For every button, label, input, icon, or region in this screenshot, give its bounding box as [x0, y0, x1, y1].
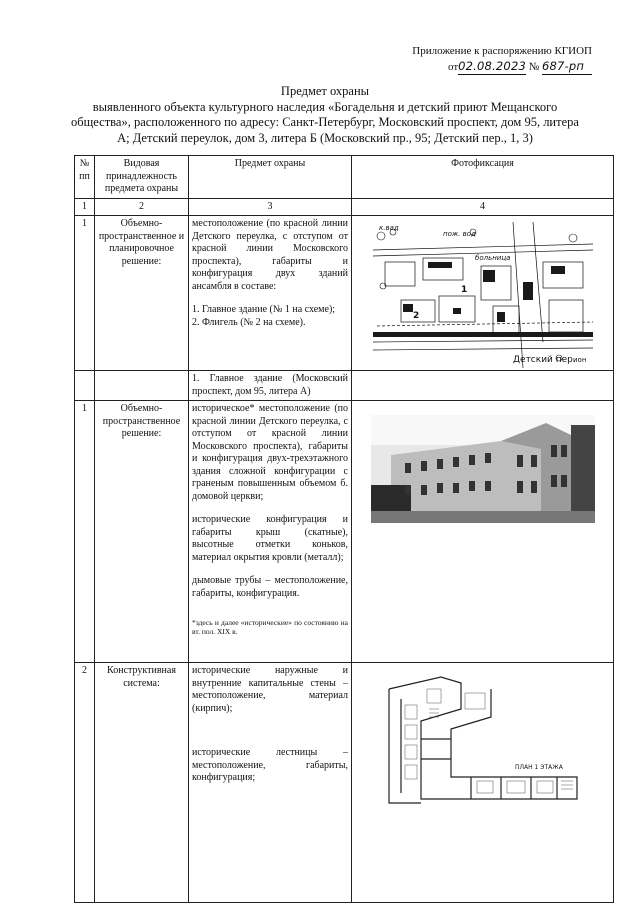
- table-row: [75, 663, 614, 903]
- row-type: Объемно-пространственное и планировочное решение:: [95, 216, 189, 371]
- date-prefix: от: [447, 61, 459, 73]
- subject-paragraph: исторические конфигурация и габариты крыш (скатные), высотные отметки коньков, материал окрытия кровли (металл);: [192, 514, 348, 563]
- subject-paragraph: местоположение (по красной линии Детского переулка, с отступом от красной линии Московского проспекта), габариты и конфигурация двух зданий ансамбля в составе:: [192, 218, 348, 292]
- col-num-4: 4: [352, 198, 614, 216]
- appendix-line: Приложение к распоряжению КГИОП: [412, 45, 592, 57]
- col-num-1: 1: [75, 198, 95, 216]
- subject-paragraph: 1. Главное здание (№ 1 на схеме); 2. Флигель (№ 2 на схеме).: [192, 304, 336, 328]
- section-title: 1. Главное здание (Московский проспект, дом 95, литера А): [189, 371, 352, 401]
- floor-plan-drawing: [381, 669, 585, 809]
- map-label-bolnitsa: больница: [474, 254, 510, 262]
- map-street-suffix: ион: [572, 356, 586, 364]
- date-value: 02.08.2023: [458, 59, 526, 73]
- footnote: *здесь и далее «исторические» по состоянию на вт. пол. XIX в.: [192, 618, 348, 636]
- row-subject: [189, 216, 352, 371]
- map-label-2: 2: [412, 311, 419, 321]
- map-street-label: Детский пер.: [512, 355, 576, 365]
- title-line1: Предмет охраны: [280, 84, 370, 98]
- row-num: 1: [75, 216, 95, 371]
- building-photo: [371, 415, 595, 523]
- map-label-1: 1: [460, 285, 467, 295]
- map-label-kvad: к.вад: [378, 224, 399, 232]
- number-prefix: №: [528, 61, 540, 73]
- row-num: 1: [75, 401, 95, 663]
- plan-label: ПЛАН 1 ЭТАЖА: [514, 764, 563, 771]
- subject-paragraph: исторические лестницы – местоположение, габариты, конфигурация;: [192, 747, 348, 783]
- row-subject: [189, 663, 352, 903]
- header-photo: Фотофиксация: [352, 156, 614, 199]
- site-plan-map: [373, 222, 593, 368]
- header-type: Видовая принадлежность предмета охраны: [95, 156, 189, 199]
- row-num: 2: [75, 663, 95, 903]
- row-type: Объемно-пространственное решение:: [95, 401, 189, 663]
- title-line2: выявленного объекта культурного наследия «Богадельня и детский приют Мещанского общества», расположенного по адресу: Санкт-Петербург, Московский проспект, дом 95, литера А; Детский переулок, дом 3, литера Б (Московский пр., 95; Детский пер., 1, 3): [71, 99, 579, 145]
- map-label-pozh: пож. вод: [442, 230, 476, 238]
- number-value: 687-рп: [542, 59, 592, 75]
- table-row: [75, 216, 614, 371]
- row-subject: [189, 401, 352, 663]
- subject-paragraph: исторические наружные и внутренние капитальные стены – местоположение, материал (кирпич);: [192, 665, 348, 714]
- table-header-row: [75, 156, 614, 199]
- col-num-3: 3: [189, 198, 352, 216]
- document-title: [70, 84, 580, 146]
- subject-paragraph: историческое* местоположение (по красной линии Детского переулка, с отступом от красной линии Московского проспекта), габариты и конфигурация двух-трехэтажного здания сложной конфигурации с граненым повышенным объемом б. домовой церкви;: [192, 403, 348, 502]
- appendix-date-number: [412, 59, 592, 75]
- column-number-row: [75, 198, 614, 216]
- building-photo-cell: [352, 401, 614, 663]
- table-row: [75, 401, 614, 663]
- subject-paragraph: дымовые трубы – местоположение, габариты, конфигурация.: [192, 575, 348, 599]
- floor-plan-cell: [352, 663, 614, 903]
- header-subject: Предмет охраны: [189, 156, 352, 199]
- table-section-row: [75, 371, 614, 401]
- protection-table: [74, 155, 614, 903]
- row-type: Конструктивная система:: [95, 663, 189, 903]
- header-num: № пп: [75, 156, 95, 199]
- col-num-2: 2: [95, 198, 189, 216]
- site-plan-cell: [352, 216, 614, 371]
- appendix-header: [412, 44, 592, 75]
